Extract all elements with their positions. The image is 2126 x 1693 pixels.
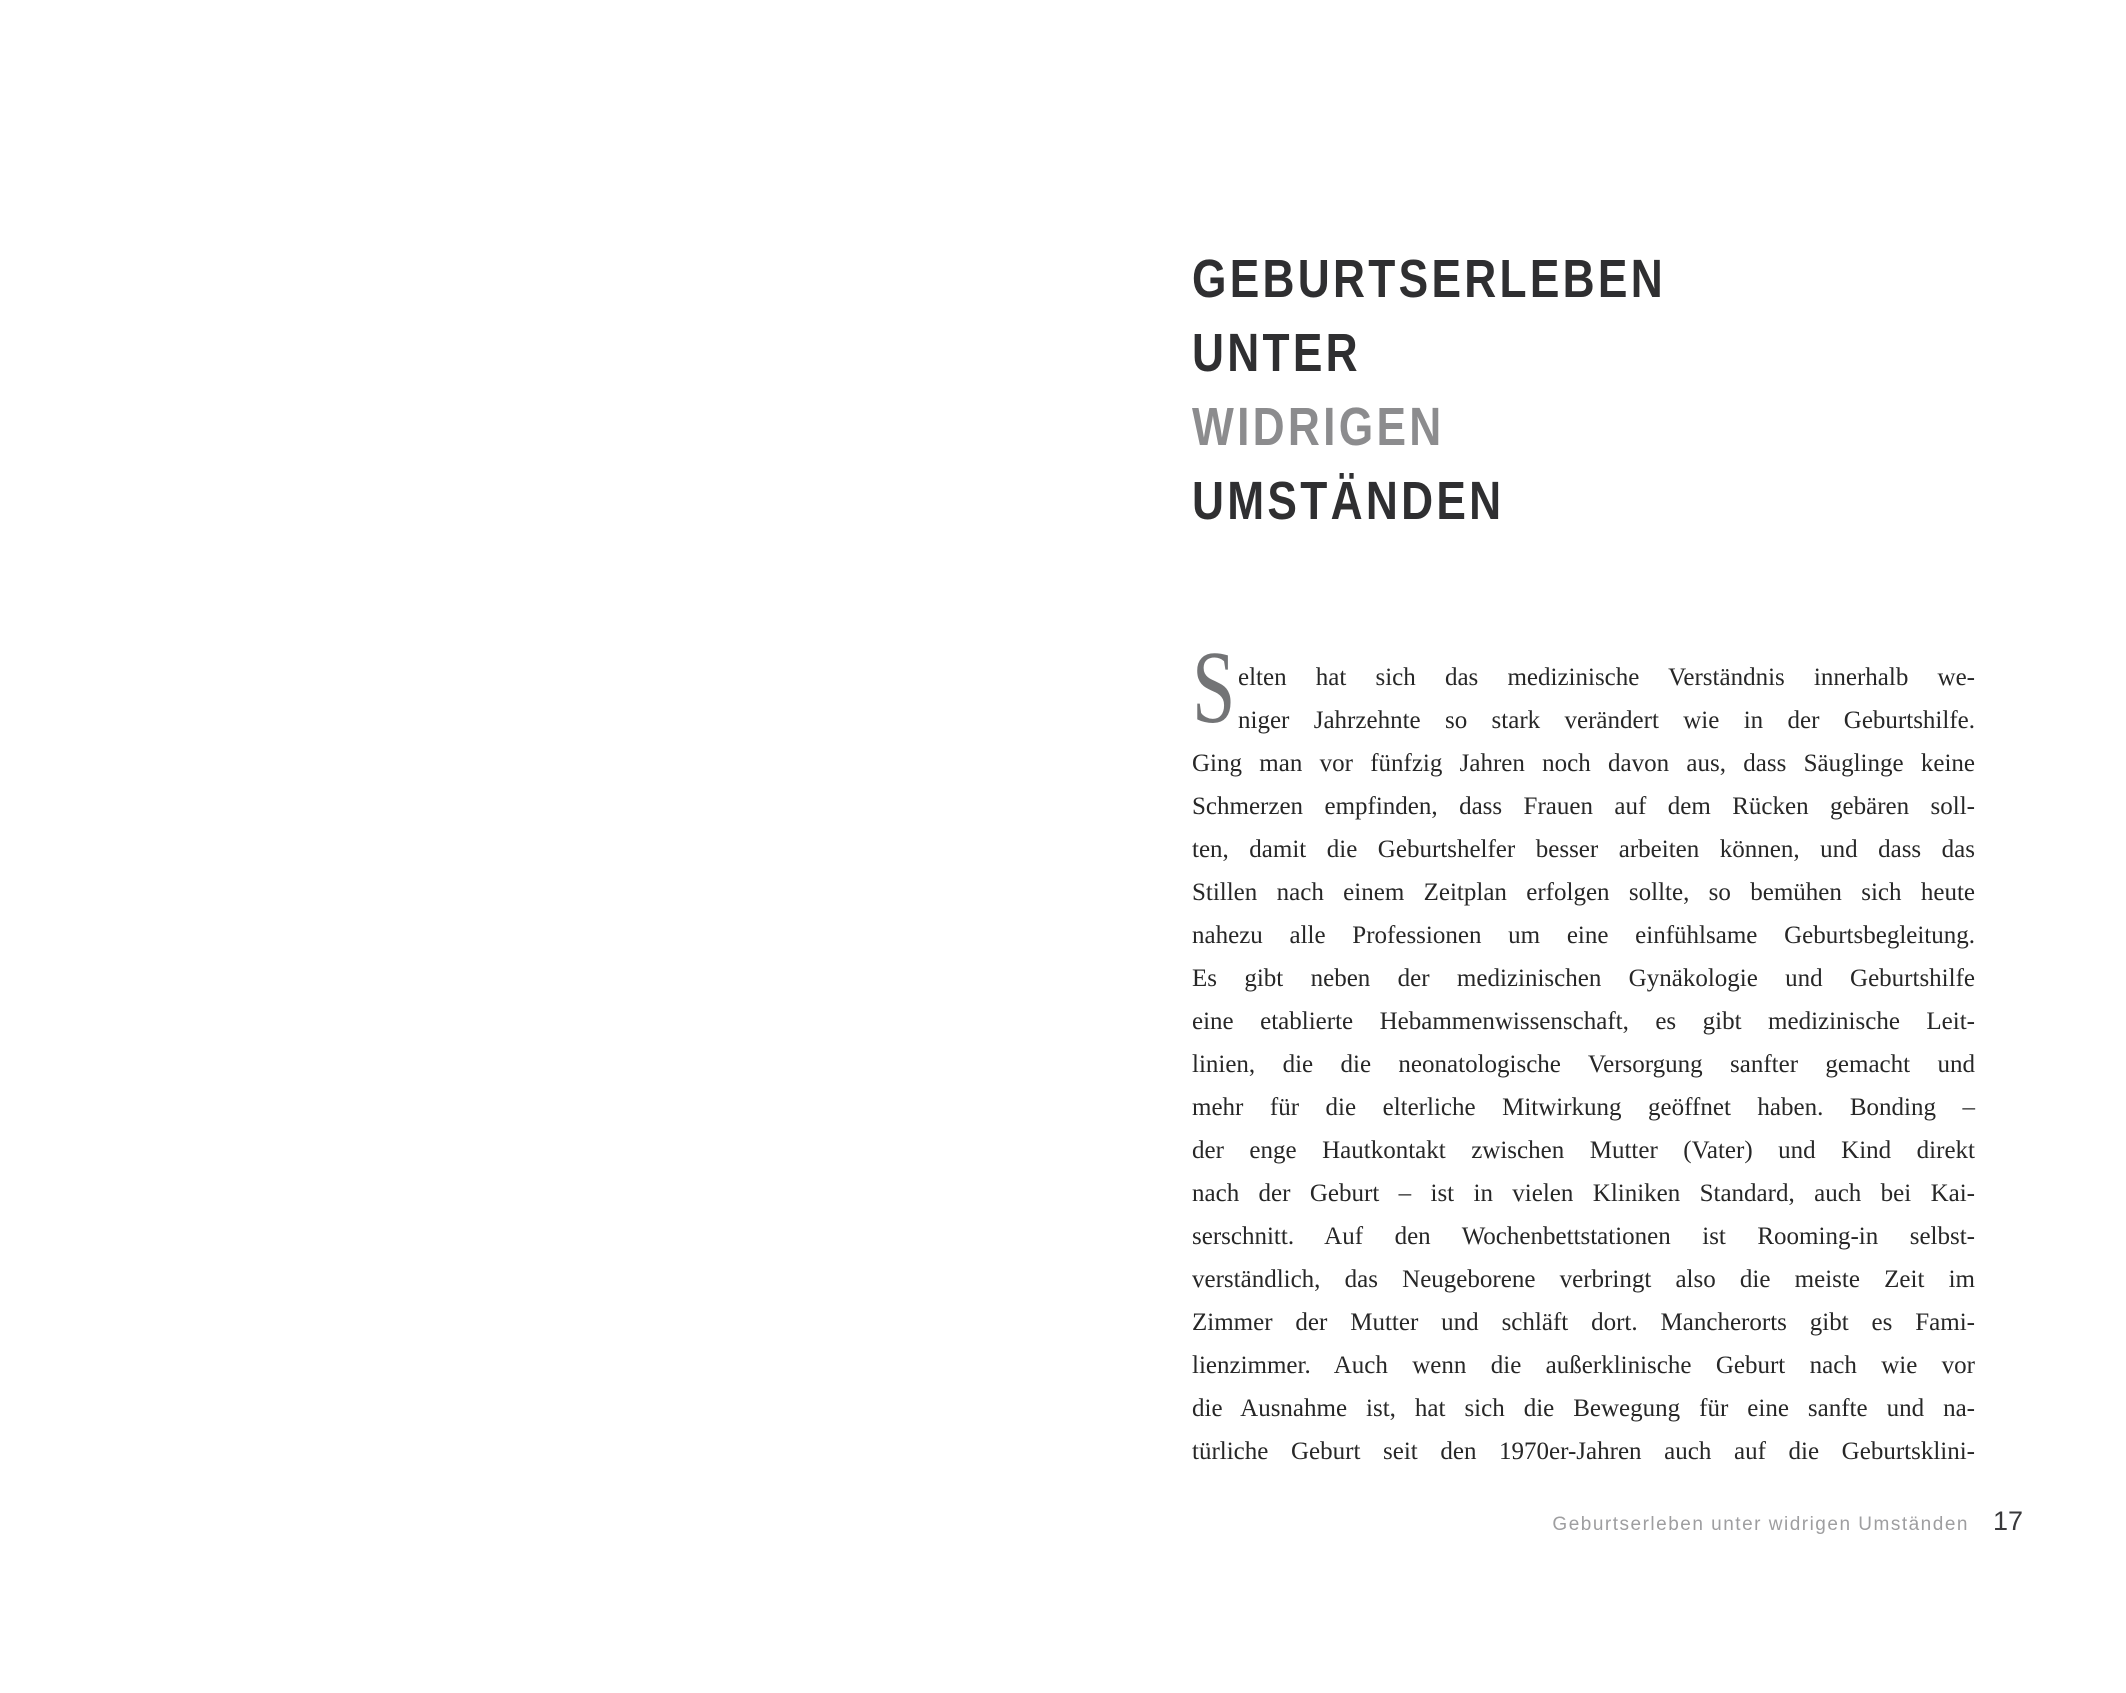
text-line: elten hat sich das medizinische Verständnis innerhalb we- [1238,664,1975,691]
text-line: linien, die die neonatologische Versorgung sanfter gemacht und [1192,1051,1975,1078]
body-paragraph [1192,656,1975,1473]
text-line: ten, damit die Geburtshelfer besser arbeiten können, und dass das [1192,836,1975,863]
text-line: eine etablierte Hebammenwissenschaft, es gibt medizinische Leit- [1192,1008,1975,1035]
text-line: die Ausnahme ist, hat sich die Bewegung für eine sanfte und na- [1192,1395,1975,1422]
text-line: Stillen nach einem Zeitplan erfolgen sollte, so bemühen sich heute [1192,879,1975,906]
text-line: serschnitt. Auf den Wochenbettstationen ist Rooming-in selbst- [1192,1223,1975,1250]
text-line: türliche Geburt seit den 1970er-Jahren auch auf die Geburtsklini- [1192,1438,1975,1465]
drop-cap: S [1192,630,1236,745]
chapter-title [1192,242,1770,538]
text-line: mehr für die elterliche Mitwirkung geöffnet haben. Bonding – [1192,1094,1975,1121]
text-line: nach der Geburt – ist in vielen Kliniken Standard, auch bei Kai- [1192,1180,1975,1207]
chapter-title-line: UMSTÄNDEN [1192,471,1505,531]
running-footer [1552,1506,2023,1537]
text-line: lienzimmer. Auch wenn die außerklinische Geburt nach wie vor [1192,1352,1975,1379]
text-line: verständlich, das Neugeborene verbringt also die meiste Zeit im [1192,1266,1975,1293]
running-title: Geburtserleben unter widrigen Umständen [1552,1514,1969,1535]
text-line: Es gibt neben der medizinischen Gynäkologie und Geburtshilfe [1192,965,1975,992]
chapter-title-line: GEBURTSERLEBEN [1192,249,1666,309]
text-line: Ging man vor fünfzig Jahren noch davon aus, dass Säuglinge keine [1192,750,1975,777]
chapter-title-line-highlighted: WIDRIGEN [1192,397,1445,457]
page-number: 17 [1992,1506,2023,1536]
text-line: der enge Hautkontakt zwischen Mutter (Vater) und Kind direkt [1192,1137,1975,1164]
text-line: nahezu alle Professionen um eine einfühlsame Geburtsbegleitung. [1192,922,1975,949]
chapter-title-line: UNTER [1192,323,1361,383]
text-line: niger Jahrzehnte so stark verändert wie in der Geburtshilfe. [1238,707,1975,734]
text-line: Zimmer der Mutter und schläft dort. Mancherorts gibt es Fami- [1192,1309,1975,1336]
text-line: Schmerzen empfinden, dass Frauen auf dem Rücken gebären soll- [1192,793,1975,820]
